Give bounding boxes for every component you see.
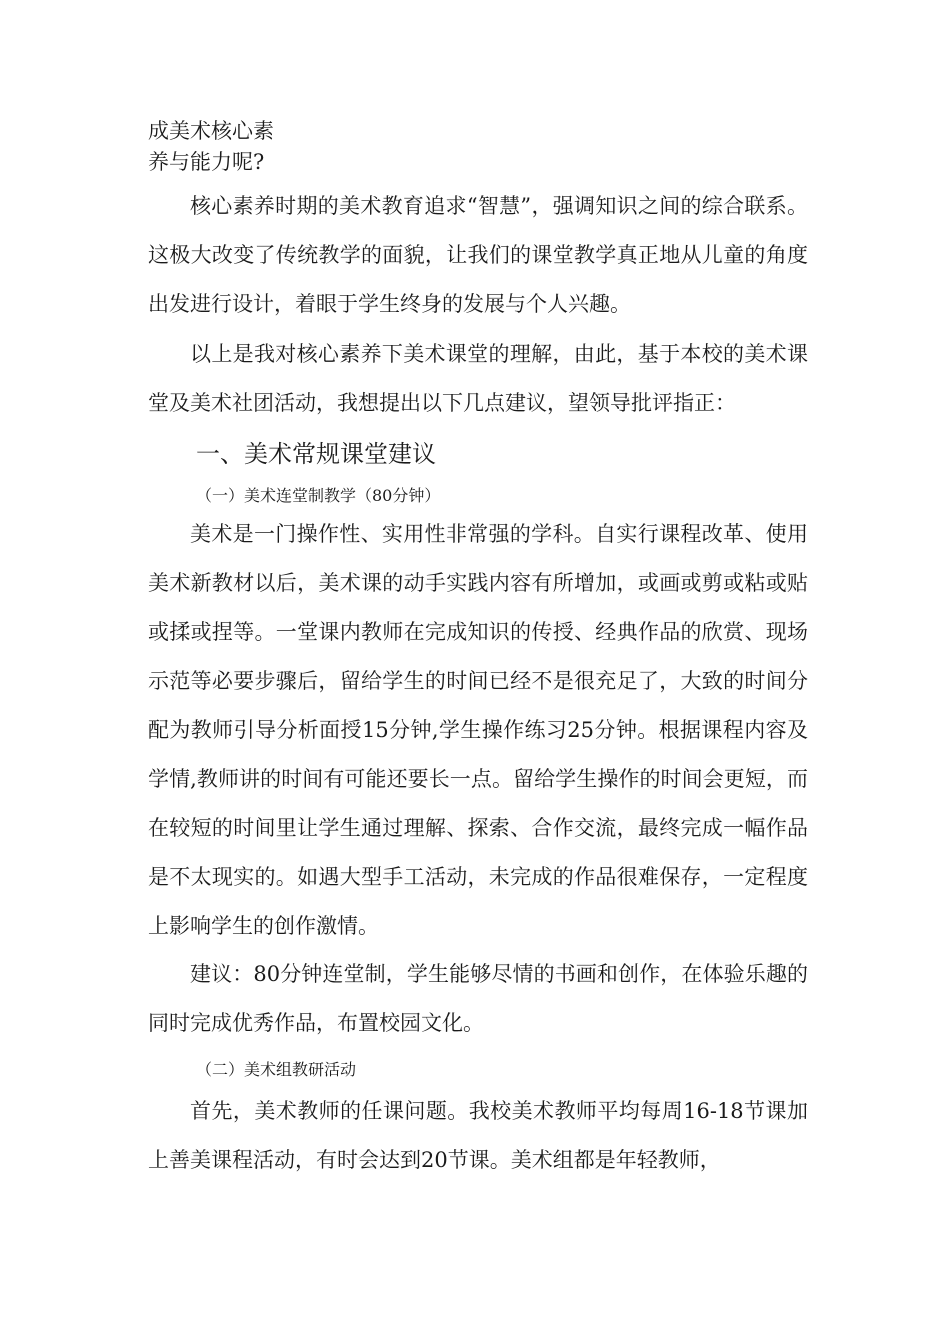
fragment-line-1: 成美术核心素 [148, 119, 274, 143]
paragraph-intro-suggestions: 以上是我对核心素养下美术课堂的理解，由此，基于本校的美术课堂及美术社团活动，我想提出以下几点建议，望领导批评指正： [148, 342, 808, 415]
subheading-1: （一）美术连堂制教学（80分钟） [196, 486, 441, 505]
section-heading-1: 一、美术常规课堂建议 [196, 440, 436, 468]
paragraph-teacher-load: 首先，美术教师的任课问题。我校美术教师平均每周16-18节课加上善美课程活动，有时会达到20节课。美术组都是年轻教师， [148, 1099, 808, 1172]
subheading-2: （二）美术组教研活动 [196, 1060, 357, 1079]
paragraph-core-literacy: 核心素养时期的美术教育追求“智慧”，强调知识之间的综合联系。这极大改变了传统教学的面貌，让我们的课堂教学真正地从儿童的角度出发进行设计，着眼于学生终身的发展与个人兴趣。 [148, 194, 808, 316]
paragraph-art-subject: 美术是一门操作性、实用性非常强的学科。自实行课程改革、使用美术新教材以后，美术课的动手实践内容有所增加，或画或剪或粘或贴或揉或捏等。一堂课内教师在完成知识的传授、经典作品的欣赏、现场示范等必要步骤后，留给学生的时间已经不是很充足了，大致的时间分配为教师引导分析面授15分钟,学生操作练习25分钟。根据课程内容及学情,教师讲的时间有可能还要长一点。留给学生操作的时间会更短，而在较短的时间里让学生通过理解、探索、合作交流，最终完成一幅作品是不太现实的。如遇大型手工活动，未完成的作品很难保存，一定程度上影响学生的创作激情。 [148, 522, 808, 938]
paragraph-suggestion: 建议：80分钟连堂制，学生能够尽情的书画和创作，在体验乐趣的同时完成优秀作品，布置校园文化。 [148, 962, 808, 1035]
fragment-line-2: 养与能力呢? [148, 150, 265, 174]
